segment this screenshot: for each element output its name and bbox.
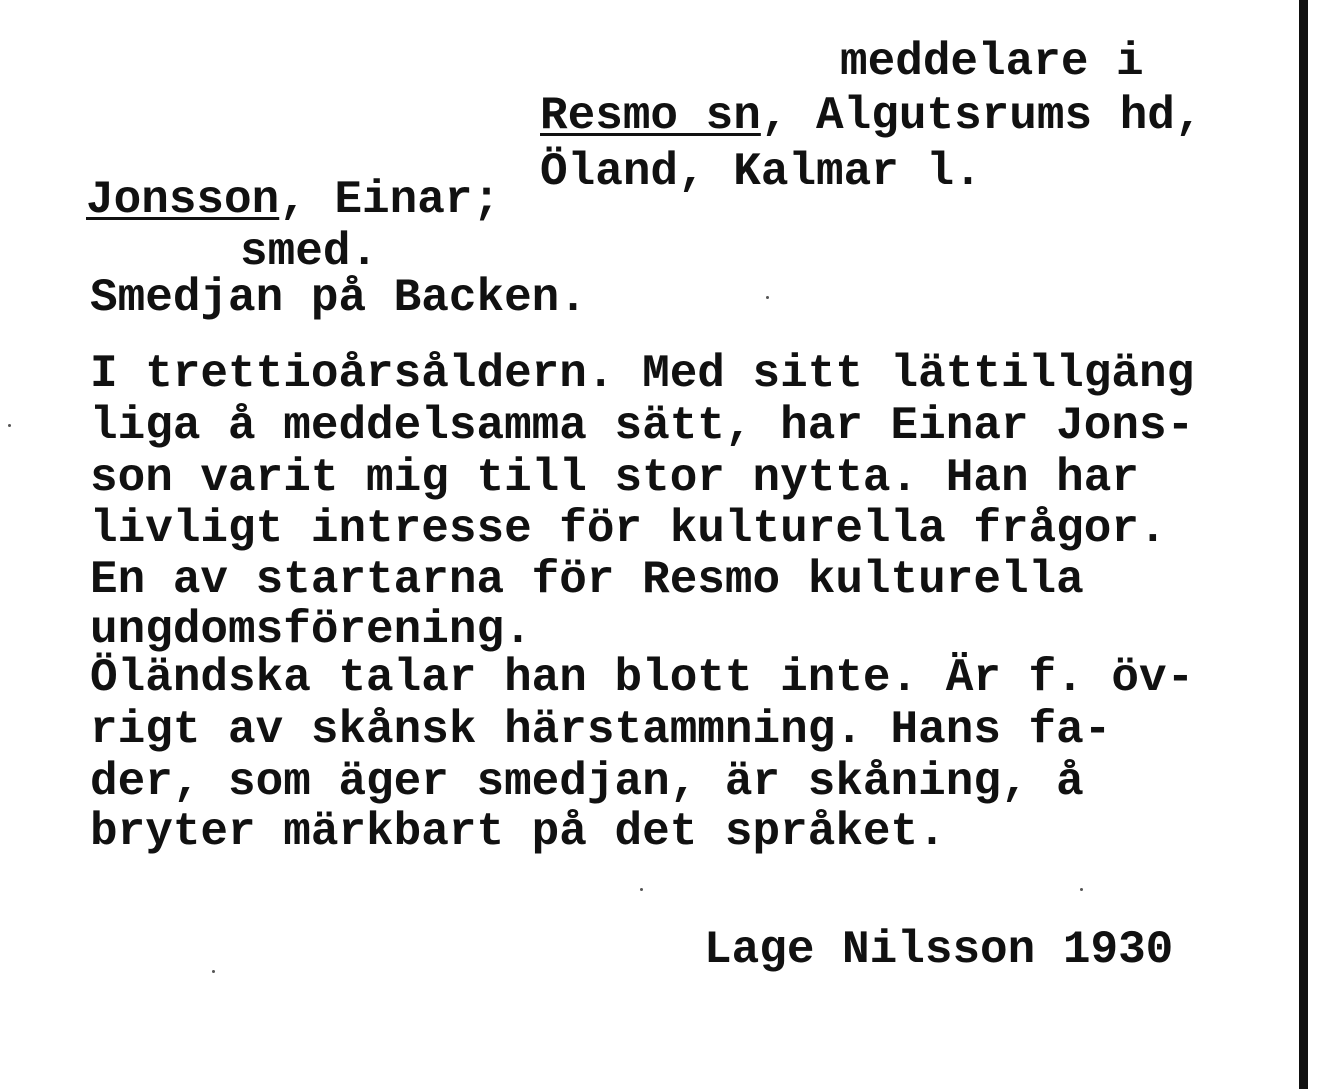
person-place: Smedjan på Backen. bbox=[90, 272, 587, 324]
parish-line bbox=[540, 90, 1203, 142]
body-line: En av startarna för Resmo kulturella bbox=[90, 554, 1084, 606]
district-name: , Algutsrums hd, bbox=[760, 90, 1203, 142]
person-surname: Jonsson bbox=[86, 174, 280, 226]
province-line: Öland, Kalmar l. bbox=[540, 146, 982, 198]
body-line: bryter märkbart på det språket. bbox=[90, 806, 946, 858]
body-line: liga å meddelsamma sätt, har Einar Jons- bbox=[90, 400, 1195, 452]
scan-speck bbox=[766, 296, 769, 299]
person-occupation: smed. bbox=[240, 226, 379, 278]
informant-label: meddelare i bbox=[840, 36, 1144, 88]
scan-speck bbox=[1080, 888, 1083, 891]
person-name-line bbox=[86, 174, 500, 226]
body-line: Öländska talar han blott inte. Är f. öv- bbox=[90, 652, 1195, 704]
person-given-name: , Einar; bbox=[279, 174, 501, 226]
body-line: livligt intresse för kulturella frågor. bbox=[90, 503, 1167, 555]
scan-speck bbox=[8, 424, 11, 427]
body-line: der, som äger smedjan, är skåning, å bbox=[90, 756, 1084, 808]
body-line: rigt av skånsk härstammning. Hans fa- bbox=[90, 704, 1112, 756]
body-line: son varit mig till stor nytta. Han har bbox=[90, 452, 1139, 504]
card-edge-line bbox=[1299, 0, 1308, 1089]
scan-speck bbox=[212, 970, 215, 973]
body-line: ungdomsförening. bbox=[90, 604, 532, 656]
parish-name: Resmo sn bbox=[540, 90, 761, 142]
signature: Lage Nilsson 1930 bbox=[704, 924, 1174, 976]
body-line: I trettioårsåldern. Med sitt lättillgäng bbox=[90, 348, 1195, 400]
scan-speck bbox=[640, 888, 643, 891]
